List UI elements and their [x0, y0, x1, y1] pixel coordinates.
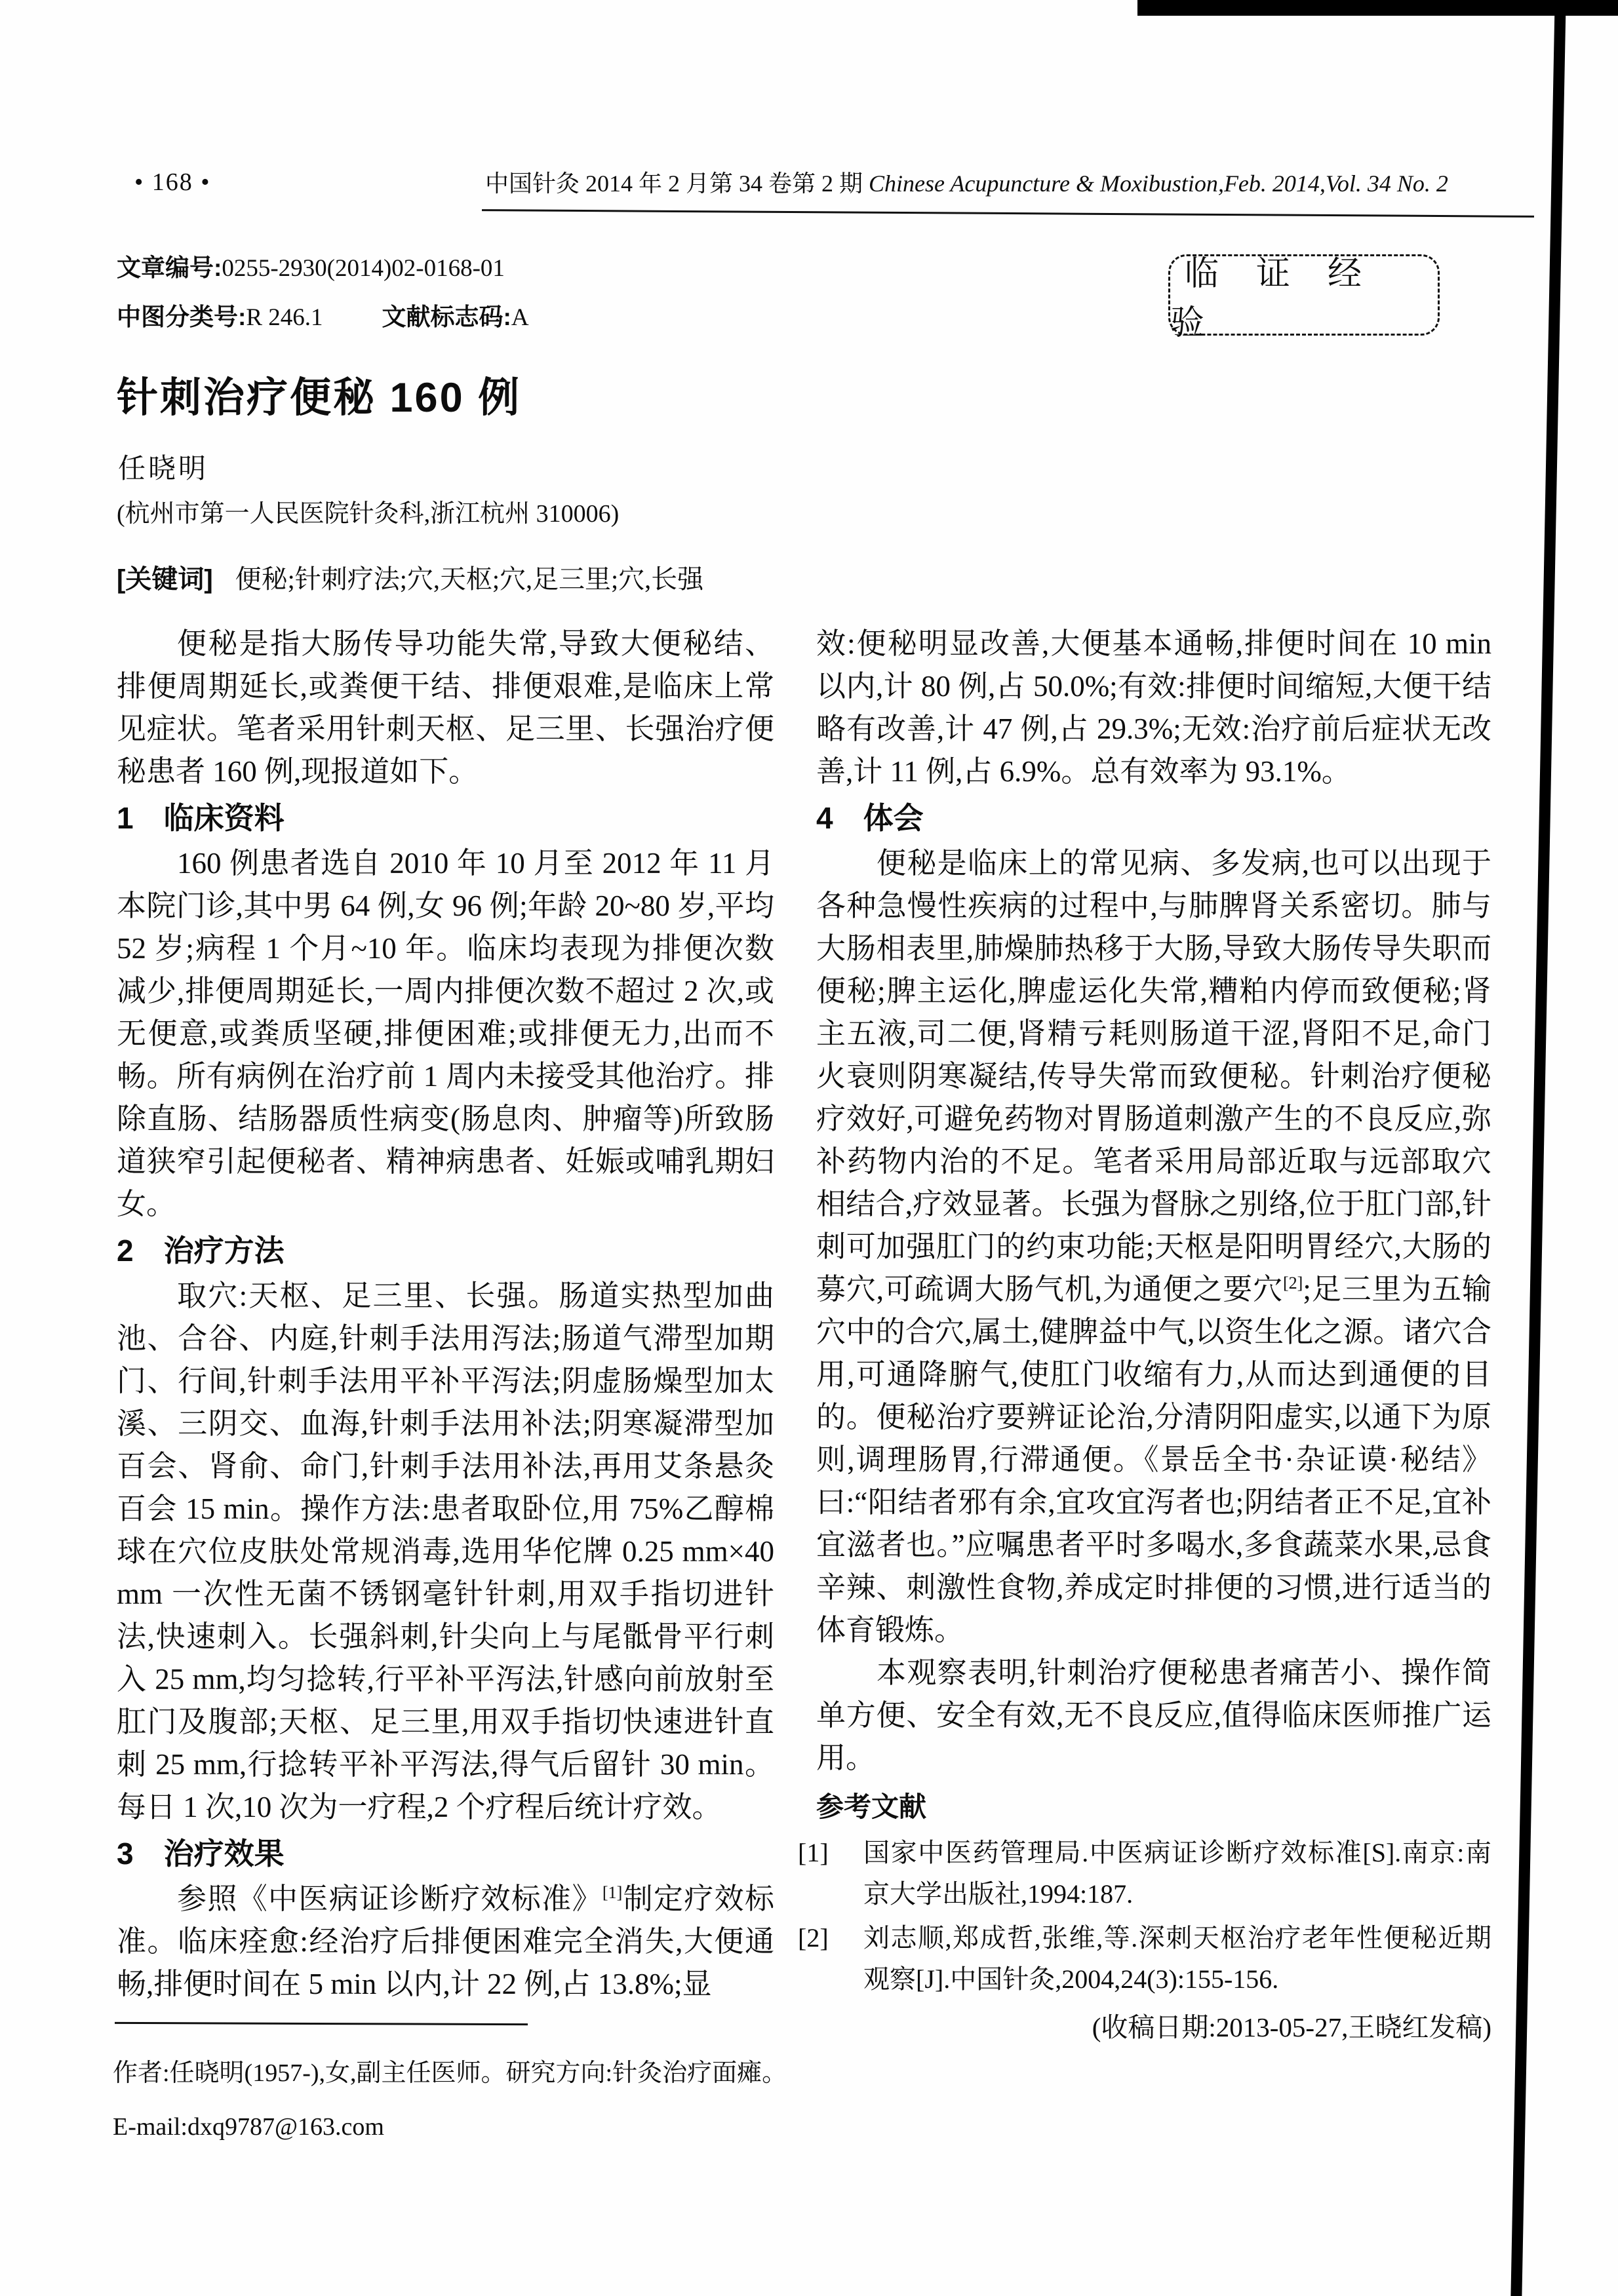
- clc-value: R 246.1: [246, 304, 323, 331]
- section-heading-1: 1 临床资料: [117, 801, 285, 835]
- article-meta: [117, 244, 529, 342]
- references-heading: 参考文献: [816, 1791, 927, 1822]
- effect-text-post: 制定疗效标准。临床痊愈:经治疗后排便困难完全消失,大便通畅,排便时间在 5 min 以内,计 22 例,占 13.8%;显: [117, 1882, 774, 2000]
- section-heading-3: 3 治疗效果: [117, 1837, 285, 1871]
- reference-item: [798, 1917, 1491, 2000]
- reference-text: 刘志顺,郑成哲,张维,等.深刺天枢治疗老年性便秘近期观察[J].中国针灸,2004,24(3):155-156.: [863, 1923, 1491, 1994]
- column-right: [798, 623, 1491, 2049]
- doc-code-value: A: [511, 304, 529, 331]
- discussion-text-post: ;足三里为五输穴中的合穴,属土,健脾益中气,以资生化之源。诸穴合用,可通降腑气,使肛门收缩有力,从而达到通便的目的。便秘治疗要辨证论治,分清阴阳虚实,以通下为原则,调理肠胃,行滞通便。《景岳全书·杂证谟·秘结》曰:“阳结者邪有余,宜攻宜泻者也;阴结者正不足,宜补宜滋者也。”应嘱患者平时多喝水,多食蔬菜水果,忌食辛辣、刺激性食物,养成定时排便的习惯,进行适当的体育锻炼。: [816, 1273, 1491, 1646]
- section-heading-2: 2 治疗方法: [117, 1234, 285, 1268]
- footnote-email-line: E-mail:dxq9787@163.com: [113, 2113, 384, 2141]
- discussion-paragraph: [816, 842, 1491, 1652]
- reference-item: [798, 1832, 1491, 1915]
- header-rule: [482, 209, 1534, 218]
- references-list: [798, 1832, 1491, 2000]
- page-number: • 168 •: [134, 168, 211, 196]
- received-date-note: (收稿日期:2013-05-27,王晓红发稿): [1092, 2012, 1491, 2042]
- treatment-effect-continued: 效:便秘明显改善,大便基本通畅,排便时间在 10 min 以内,计 80 例,占 50.0%;有效:排便时间缩短,大便干结略有改善,计 47 例,占 29.3%;无效:治疗前后症状无改善,计 11 例,占 6.9%。总有效率为 93.1%。: [816, 627, 1491, 788]
- journal-citation: [485, 165, 1541, 199]
- conclusion-paragraph: 本观察表明,针刺治疗便秘患者痛苦小、操作简单方便、安全有效,无不良反应,值得临床医师推广运用。: [816, 1656, 1491, 1774]
- author-affiliation: (杭州市第一人民医院针灸科,浙江杭州 310006): [117, 500, 620, 528]
- scan-right-edge-artifact: [1510, 0, 1566, 2296]
- citation-superscript-2: [2]: [1282, 1274, 1303, 1293]
- journal-citation-en: Chinese Acupuncture & Moxibustion: [869, 170, 1218, 197]
- reference-text: 国家中医药管理局.中医病证诊断疗效标准[S].南京:南京大学出版社,1994:187.: [863, 1838, 1491, 1909]
- author-footnote: [113, 2046, 787, 2154]
- clc-label: 中图分类号:: [117, 303, 247, 330]
- treatment-effect-paragraph: [117, 1878, 774, 2006]
- citation-superscript-1: [1]: [602, 1883, 623, 1902]
- article-number-value: 0255-2930(2014)02-0168-01: [222, 255, 505, 282]
- footnote-author-line: 作者:任晓明(1957-),女,副主任医师。研究方向:针灸治疗面瘫。: [113, 2059, 787, 2087]
- section-heading-4: 4 体会: [816, 801, 924, 835]
- article-number-line: [117, 244, 529, 293]
- doc-code-label: 文献标志码:: [382, 303, 511, 330]
- keywords-line: [117, 558, 703, 596]
- keywords-text: 便秘;针刺疗法;穴,天枢;穴,足三里;穴,长强: [235, 564, 704, 594]
- footnote-rule: [115, 2022, 528, 2025]
- journal-citation-en-rest: ,Feb. 2014,Vol. 34 No. 2: [1217, 170, 1448, 197]
- page-title: 针刺治疗便秘 160 例: [117, 375, 522, 421]
- reference-label: [1]: [798, 1838, 829, 1867]
- reference-label: [2]: [798, 1923, 829, 1953]
- discussion-text-pre: 便秘是临床上的常见病、多发病,也可以出现于各种急慢性疾病的过程中,与肺脾肾关系密切。肺与大肠相表里,肺燥肺热移于大肠,导致大肠传导失职而便秘;脾主运化,脾虚运化失常,糟粕内停而致便秘;肾主五液,司二便,肾精亏耗则肠道干涩,肾阳不足,命门火衰则阴寒凝结,传导失常而致便秘。针刺治疗便秘疗效好,可避免药物对胃肠道刺激产生的不良反应,弥补药物内治的不足。笔者采用局部近取与远部取穴相结合,疗效显著。长强为督脉之别络,位于肛门部,针刺可加强肛门的约束功能;天枢是阳明胃经穴,大肠的募穴,可疏调大肠气机,为通便之要穴: [816, 847, 1491, 1306]
- effect-text-pre: 参照《中医病证诊断疗效标准》: [177, 1882, 602, 1915]
- classification-line: [117, 293, 529, 342]
- journal-citation-zh: 中国针灸 2014 年 2 月第 34 卷第 2 期: [485, 170, 869, 197]
- article-number-label: 文章编号:: [117, 254, 222, 281]
- intro-paragraph: 便秘是指大肠传导功能失常,导致大便秘结、排便周期延长,或粪便干结、排便艰难,是临床上常见症状。笔者采用针刺天枢、足三里、长强治疗便秘患者 160 例,现报道如下。: [117, 627, 774, 788]
- scan-top-edge-artifact: [1137, 0, 1618, 16]
- topic-badge: 临 证 经 验: [1168, 254, 1440, 336]
- author-name: 任晓明: [118, 454, 209, 484]
- column-left: [117, 623, 774, 2006]
- clinical-data-paragraph: 160 例患者选自 2010 年 10 月至 2012 年 11 月本院门诊,其中男 64 例,女 96 例;年龄 20~80 岁,平均 52 岁;病程 1 个月~10 年。临床均表现为排便次数减少,排便周期延长,一周内排便次数不超过 2 次,或无便意,或粪质坚硬,排便困难;或排便无力,出而不畅。所有病例在治疗前 1 周内未接受其他治疗。排除直肠、结肠器质性病变(肠息肉、肿瘤等)所致肠道狭窄引起便秘者、精神病患者、妊娠或哺乳期妇女。: [117, 847, 774, 1220]
- treatment-method-paragraph: 取穴:天枢、足三里、长强。肠道实热型加曲池、合谷、内庭,针刺手法用泻法;肠道气滞型加期门、行间,针刺手法用平补平泻法;阴虚肠燥型加太溪、三阴交、血海,针刺手法用补法;阴寒凝滞型加百会、肾俞、命门,针刺手法用补法,再用艾条悬灸百会 15 min。操作方法:患者取卧位,用 75%乙醇棉球在穴位皮肤处常规消毒,选用华佗牌 0.25 mm×40 mm 一次性无菌不锈钢毫针针刺,用双手指切进针法,快速刺入。长强斜刺,针尖向上与尾骶骨平行刺入 25 mm,均匀捻转,行平补平泻法,针感向前放射至肛门及腹部;天枢、足三里,用双手指切快速进针直刺 25 mm,行捻转平补平泻法,得气后留针 30 min。每日 1 次,10 次为一疗程,2 个疗程后统计疗效。: [117, 1279, 774, 1823]
- keywords-label: [关键词]: [117, 565, 213, 594]
